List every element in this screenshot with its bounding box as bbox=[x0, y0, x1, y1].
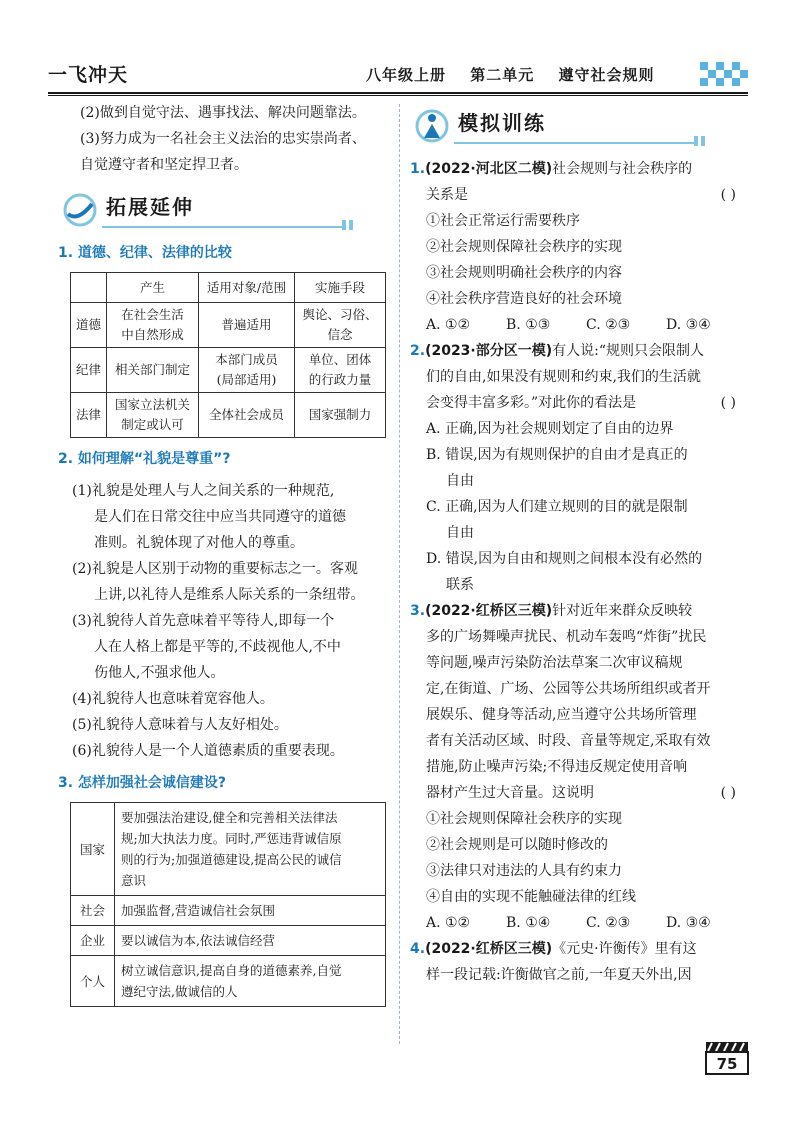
option-item: ③法律只对违法的人具有约束力 bbox=[426, 863, 622, 879]
header-title bbox=[366, 64, 673, 85]
left-column bbox=[58, 100, 390, 1007]
page-number: 75 bbox=[716, 1055, 738, 1073]
question-text: 样一段记载:许衡做官之前,一年夏天外出,因 bbox=[426, 967, 692, 983]
cell-line: 在社会生活 bbox=[121, 307, 184, 322]
section-banner-practice bbox=[410, 104, 750, 148]
question-number: 1. bbox=[410, 161, 426, 177]
text-line: (3)礼貌待人首先意味着平等待人,即每一个 bbox=[72, 613, 335, 629]
table-row bbox=[71, 348, 386, 393]
table-cell bbox=[115, 956, 386, 1007]
question-text: 定,在街道、广场、公园等公共场所组织或者开 bbox=[426, 681, 711, 697]
cell-line: 中自然形成 bbox=[121, 327, 184, 342]
question-text: 措施,防止噪声污染;不得违反规定使用音响 bbox=[426, 759, 688, 775]
answer-option-cont: 自由 bbox=[446, 525, 474, 541]
cont-line: (3)努力成为一名社会主义法治的忠实崇尚者、 bbox=[80, 131, 366, 147]
question-text: 者有关活动区域、时段、音量等规定,采取有效 bbox=[426, 733, 711, 749]
cell-line: 树立诚信意识,提高自身的道德素养,自觉 bbox=[121, 963, 342, 978]
header-rule bbox=[48, 92, 748, 94]
table-cell bbox=[199, 303, 295, 348]
answer-blank[interactable]: ( ) bbox=[720, 395, 736, 411]
answer-blank[interactable]: ( ) bbox=[720, 187, 736, 203]
cell-line: 单位、团体 bbox=[308, 352, 372, 367]
text-line: 人在人格上都是平等的,不歧视他人,不中 bbox=[94, 639, 341, 655]
header-unit: 第二单元 bbox=[470, 66, 535, 84]
table-header-cell: 适用对象/范围 bbox=[199, 273, 295, 303]
table-cell: 法律 bbox=[71, 393, 107, 438]
table-row bbox=[71, 896, 386, 926]
answer-option-cont: 联系 bbox=[446, 577, 474, 593]
option-item: ①社会正常运行需要秩序 bbox=[426, 213, 580, 229]
banner-underline bbox=[102, 226, 342, 228]
table-cell: 社会 bbox=[71, 896, 115, 926]
question-source: (2023·部分区一模) bbox=[425, 343, 553, 359]
text-line: 准则。礼貌体现了对他人的尊重。 bbox=[94, 535, 304, 551]
answer-option-cont: 自由 bbox=[446, 473, 474, 489]
cell-line: 的行政力量 bbox=[308, 372, 372, 387]
cont-line: 自觉遵守者和坚定捍卫者。 bbox=[80, 157, 248, 173]
credit-table bbox=[70, 802, 386, 1007]
answer-option[interactable]: C. ②③ bbox=[586, 915, 631, 931]
swoosh-icon bbox=[60, 192, 100, 228]
question-text: 《元史·许衡传》里有这 bbox=[552, 941, 697, 957]
answer-option[interactable]: A. ①② bbox=[426, 317, 471, 333]
table-cell bbox=[115, 926, 386, 956]
question-text: 针对近年来群众反映较 bbox=[552, 603, 693, 619]
cell-line: 全体社会成员 bbox=[208, 407, 284, 422]
question-4 bbox=[410, 936, 750, 962]
text-line: 是人们在日常交往中应当共同遵守的道德 bbox=[94, 509, 346, 525]
cont-line: (2)做到自觉守法、遇事找法、解决问题靠法。 bbox=[80, 105, 366, 121]
table-row bbox=[71, 303, 386, 348]
question-text: 社会规则与社会秩序的 bbox=[552, 161, 693, 177]
text-line: 伤他人,不强求他人。 bbox=[94, 665, 225, 681]
subheading: 2. 如何理解“礼貌是尊重”? bbox=[58, 451, 231, 467]
question-text: 关系是 bbox=[426, 187, 468, 203]
option-item: ①社会规则保障社会秩序的实现 bbox=[426, 811, 622, 827]
question-text-line bbox=[410, 182, 750, 208]
table-row bbox=[71, 926, 386, 956]
table-cell bbox=[115, 896, 386, 926]
cell-line: 本部门成员 bbox=[215, 352, 278, 367]
banner-dash bbox=[701, 136, 705, 146]
option-item: ④社会秩序营造良好的社会环境 bbox=[426, 291, 622, 307]
answer-option[interactable]: C. ②③ bbox=[586, 317, 631, 333]
cell-line: 国家立法机关 bbox=[114, 397, 190, 412]
table-header-cell bbox=[71, 273, 107, 303]
question-number: 2. bbox=[410, 343, 426, 359]
table-cell bbox=[115, 803, 386, 896]
section-banner-extension bbox=[58, 188, 390, 232]
cell-line: 要以诚信为本,依法诚信经营 bbox=[121, 933, 275, 948]
brand-logo: 一飞冲天 bbox=[48, 64, 129, 86]
banner-dash bbox=[342, 220, 346, 230]
table-cell bbox=[107, 348, 199, 393]
cell-line: 舆论、习俗、 bbox=[302, 307, 378, 322]
answer-option[interactable]: D. 错误,因为自由和规则之间根本没有必然的 bbox=[426, 551, 703, 567]
text-line: (1)礼貌是处理人与人之间关系的一种规范, bbox=[72, 483, 335, 499]
cell-line: 国家强制力 bbox=[308, 407, 372, 422]
header-rule-thin bbox=[48, 95, 748, 96]
answer-option[interactable]: A. 正确,因为社会规则划定了自由的边界 bbox=[426, 421, 674, 437]
table-cell bbox=[107, 393, 199, 438]
table-cell: 道德 bbox=[71, 303, 107, 348]
table-cell bbox=[107, 303, 199, 348]
question-text: 有人说:“规则只会限制人 bbox=[552, 343, 705, 359]
answer-option[interactable]: C. 正确,因为人们建立规则的目的就是限制 bbox=[426, 499, 688, 515]
question-number: 3. bbox=[410, 603, 426, 619]
question-2 bbox=[410, 338, 750, 364]
question-number: 4. bbox=[410, 941, 426, 957]
section-title: 拓展延伸 bbox=[106, 195, 194, 219]
header-topic: 遵守社会规则 bbox=[558, 66, 655, 84]
question-3 bbox=[410, 598, 750, 624]
figure-icon bbox=[412, 108, 452, 144]
cell-line: 制定或认可 bbox=[121, 417, 184, 432]
table-row bbox=[71, 803, 386, 896]
table-cell: 个人 bbox=[71, 956, 115, 1007]
text-line: 上讲,以礼待人是维系人际关系的一条纽带。 bbox=[94, 587, 365, 603]
table-cell bbox=[199, 393, 295, 438]
option-item: ②社会规则是可以随时修改的 bbox=[426, 837, 608, 853]
answer-option[interactable]: A. ①② bbox=[426, 915, 471, 931]
column-divider bbox=[399, 104, 400, 1044]
cell-line: (局部适用) bbox=[216, 372, 277, 387]
answer-option[interactable]: B. ①③ bbox=[506, 317, 551, 333]
comparison-table bbox=[70, 272, 386, 438]
question-source: (2022·红桥区三模) bbox=[425, 941, 553, 957]
banner-dash bbox=[349, 220, 353, 230]
page-number-badge bbox=[704, 1040, 750, 1076]
question-text: 展娱乐、健身等活动,应当遵守公共场所管理 bbox=[426, 707, 697, 723]
answer-option[interactable]: B. 错误,因为有规则保护的自由才是真正的 bbox=[426, 447, 688, 463]
question-text: 会变得丰富多彩。”对此你的看法是 bbox=[426, 395, 637, 411]
table-cell bbox=[295, 303, 386, 348]
question-text: 多的广场舞噪声扰民、机动车轰鸣“炸街”扰民 bbox=[426, 629, 707, 645]
subheading: 1. 道德、纪律、法律的比较 bbox=[58, 245, 232, 261]
option-item: ③社会规则明确社会秩序的内容 bbox=[426, 265, 622, 281]
page-header bbox=[48, 56, 748, 92]
question-source: (2022·红桥区三模) bbox=[425, 603, 553, 619]
text-line: (6)礼貌待人是一个人道德素质的重要表现。 bbox=[72, 743, 344, 759]
option-item: ④自由的实现不能触碰法律的红线 bbox=[426, 889, 636, 905]
banner-underline bbox=[454, 142, 694, 144]
question-text-line bbox=[410, 390, 750, 416]
cell-line: 加强监督,营造诚信社会氛围 bbox=[121, 903, 275, 918]
option-item: ②社会规则保障社会秩序的实现 bbox=[426, 239, 622, 255]
table-header-cell: 实施手段 bbox=[295, 273, 386, 303]
table-row bbox=[71, 393, 386, 438]
cell-line: 意识 bbox=[121, 873, 147, 888]
cell-line: 则的行为;加强道德建设,提高公民的诚信 bbox=[121, 852, 342, 867]
cell-line: 普遍适用 bbox=[221, 317, 272, 332]
cell-line: 要加强法治建设,健全和完善相关法律法 bbox=[121, 810, 338, 825]
text-line: (5)礼貌待人意味着与人友好相处。 bbox=[72, 717, 288, 733]
question-text: 器材产生过大音量。这说明 bbox=[426, 785, 594, 801]
answer-option[interactable]: B. ①④ bbox=[506, 915, 551, 931]
table-row bbox=[71, 956, 386, 1007]
answer-options bbox=[410, 910, 750, 936]
header-grade: 八年级上册 bbox=[366, 66, 447, 84]
answer-option[interactable]: D. ③④ bbox=[666, 317, 711, 333]
table-cell: 企业 bbox=[71, 926, 115, 956]
text-line: (4)礼貌待人也意味着宽容他人。 bbox=[72, 691, 274, 707]
question-1 bbox=[410, 156, 750, 182]
question-text-line bbox=[410, 780, 750, 806]
section-title: 模拟训练 bbox=[458, 111, 546, 135]
question-text: 等问题,噪声污染防治法草案二次审议稿规 bbox=[426, 655, 683, 671]
question-text: 们的自由,如果没有规则和约束,我们的生活就 bbox=[426, 369, 701, 385]
table-cell bbox=[295, 348, 386, 393]
cell-line: 相关部门制定 bbox=[114, 362, 190, 377]
answer-option[interactable]: D. ③④ bbox=[666, 915, 711, 931]
table-cell bbox=[295, 393, 386, 438]
subheading: 3. 怎样加强社会诚信建设? bbox=[58, 775, 227, 791]
table-header-row bbox=[71, 273, 386, 303]
table-header-cell: 产生 bbox=[107, 273, 199, 303]
cell-line: 信念 bbox=[327, 327, 353, 342]
checker-pattern-icon bbox=[698, 58, 748, 88]
text-line: (2)礼貌是人区别于动物的重要标志之一。客观 bbox=[72, 561, 358, 577]
table-cell: 纪律 bbox=[71, 348, 107, 393]
question-source: (2022·河北区二模) bbox=[425, 161, 553, 177]
cell-line: 规;加大执法力度。同时,严惩违背诚信原 bbox=[121, 831, 342, 846]
answer-options bbox=[410, 312, 750, 338]
banner-dash bbox=[694, 136, 698, 146]
right-column bbox=[410, 100, 750, 988]
table-cell: 国家 bbox=[71, 803, 115, 896]
answer-blank[interactable]: ( ) bbox=[720, 785, 736, 801]
table-cell bbox=[199, 348, 295, 393]
cell-line: 遵纪守法,做诚信的人 bbox=[121, 984, 238, 999]
